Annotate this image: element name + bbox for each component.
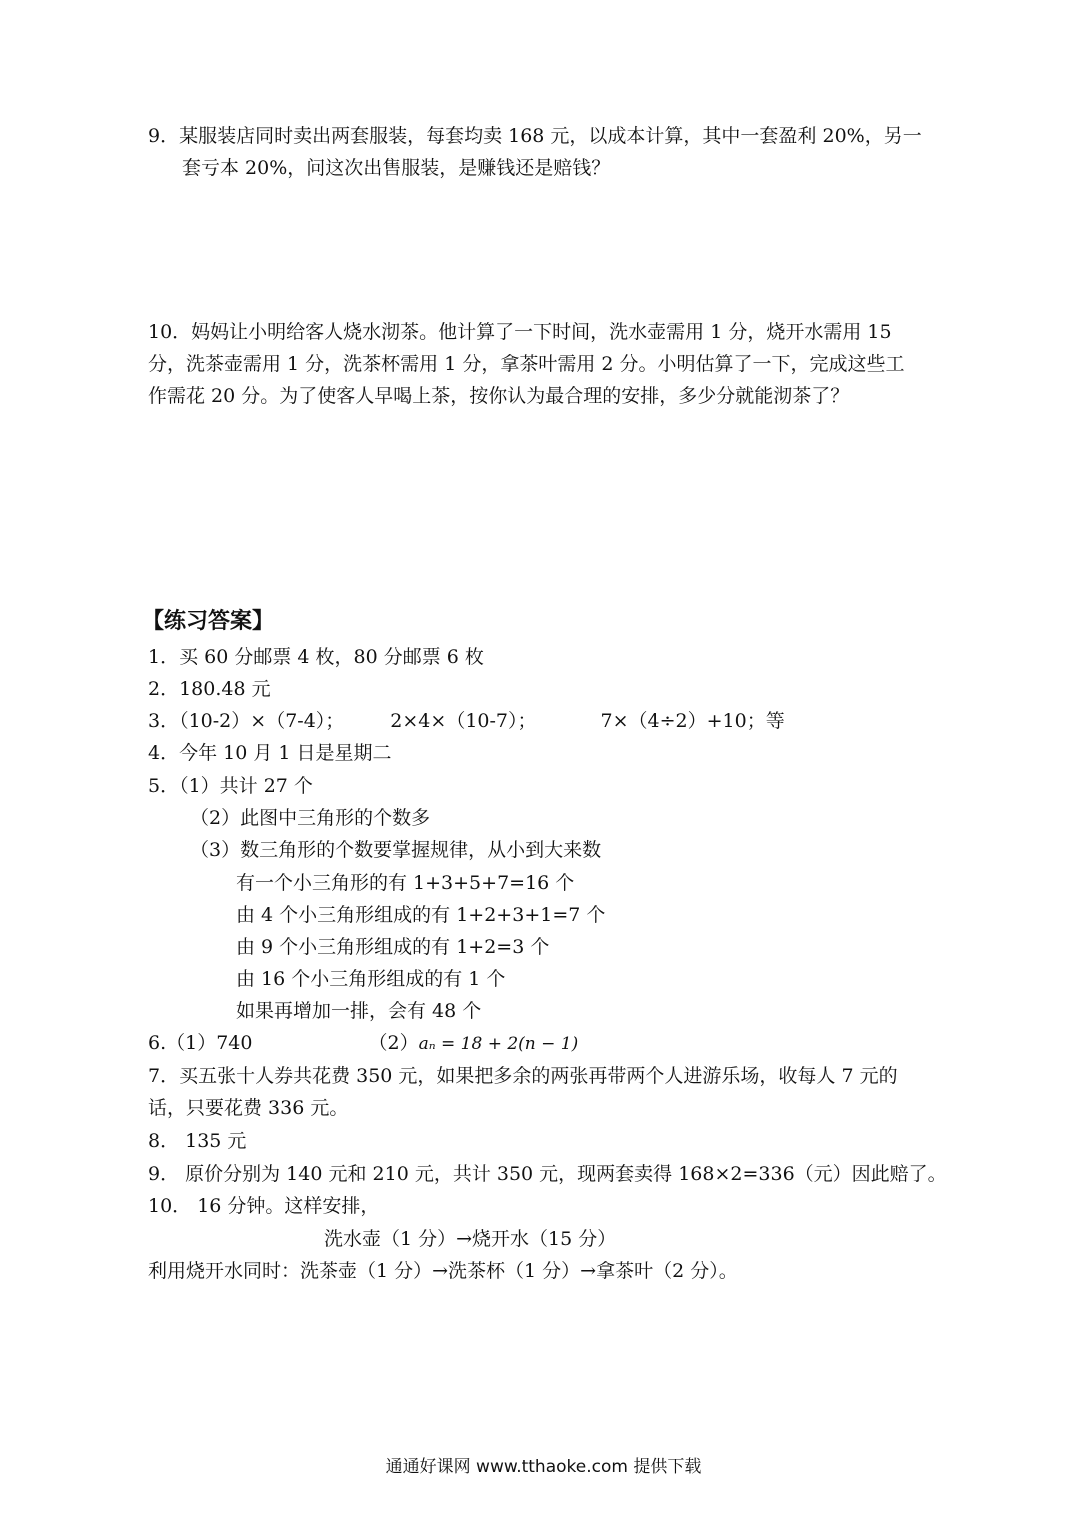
answer-4: 4．今年 10 月 1 日是星期二: [148, 742, 392, 764]
answer-6-part-2: （2）: [368, 1032, 419, 1054]
answer-5-3-a: 有一个小三角形的有 1+3+5+7=16 个: [236, 872, 575, 894]
answer-1: 1．买 60 分邮票 4 枚，80 分邮票 6 枚: [148, 646, 484, 668]
answer-5-3-c: 由 9 个小三角形组成的有 1+2=3 个: [236, 936, 550, 958]
answer-5-3: （3）数三角形的个数要掌握规律，从小到大来数: [190, 839, 602, 861]
question-9-line-1: 9．某服装店同时卖出两套服装，每套均卖 168 元，以成本计算，其中一套盈利 20%，另一: [148, 125, 922, 147]
answer-10-3: 利用烧开水同时：洗茶壶（1 分）→洗茶杯（1 分）→拿茶叶（2 分）。: [148, 1260, 738, 1282]
answer-5-2: （2）此图中三角形的个数多: [190, 807, 431, 829]
answer-10-1: 10． 16 分钟。这样安排，: [148, 1195, 380, 1217]
answer-3-part-1: 3．（10-2）×（7-4）；: [148, 710, 345, 732]
answer-7-line-2: 话，只要花费 336 元。: [148, 1097, 349, 1119]
answer-2: 2．180.48 元: [148, 678, 271, 700]
answer-3-part-3: 7×（4÷2）+10；等: [600, 710, 785, 732]
answer-5-3-d: 由 16 个小三角形组成的有 1 个: [236, 968, 506, 990]
answer-6: [148, 1031, 578, 1056]
question-10-line-1: 10．妈妈让小明给客人烧水沏茶。他计算了一下时间，洗水壶需用 1 分，烧开水需用 15: [148, 321, 892, 343]
answer-9: 9． 原价分别为 140 元和 210 元，共计 350 元，现两套卖得 168×2=336（元）因此赔了。: [148, 1163, 947, 1185]
answer-6-part-1: 6.（1）740: [148, 1032, 253, 1054]
answers-heading: 【练习答案】: [142, 609, 275, 634]
answer-10-2: 洗水壶（1 分）→烧开水（15 分）: [324, 1228, 617, 1250]
answer-8: 8． 135 元: [148, 1130, 247, 1152]
question-10-line-3: 作需花 20 分。为了使客人早喝上茶，按你认为最合理的安排，多少分就能沏茶了？: [148, 385, 850, 407]
answer-3: [148, 709, 785, 733]
answer-6-formula: aₙ = 18 + 2(n − 1): [418, 1034, 579, 1054]
answer-3-part-2: 2×4×（10-7）；: [390, 710, 537, 732]
question-10-line-2: 分，洗茶壶需用 1 分，洗茶杯需用 1 分，拿茶叶需用 2 分。小明估算了一下，完成这些工: [148, 353, 905, 375]
footer-credit: 通通好课网 www.tthaoke.com 提供下载: [385, 1457, 702, 1477]
answer-5-3-b: 由 4 个小三角形组成的有 1+2+3+1=7 个: [236, 904, 606, 926]
answer-5-3-e: 如果再增加一排，会有 48 个: [236, 1000, 482, 1022]
answer-5-1: 5．（1）共计 27 个: [148, 775, 313, 797]
answer-7-line-1: 7．买五张十人券共花费 350 元，如果把多余的两张再带两个人进游乐场，收每人 7 元的: [148, 1065, 898, 1087]
question-9-line-2: 套亏本 20%，问这次出售服装，是赚钱还是赔钱？: [182, 157, 611, 179]
